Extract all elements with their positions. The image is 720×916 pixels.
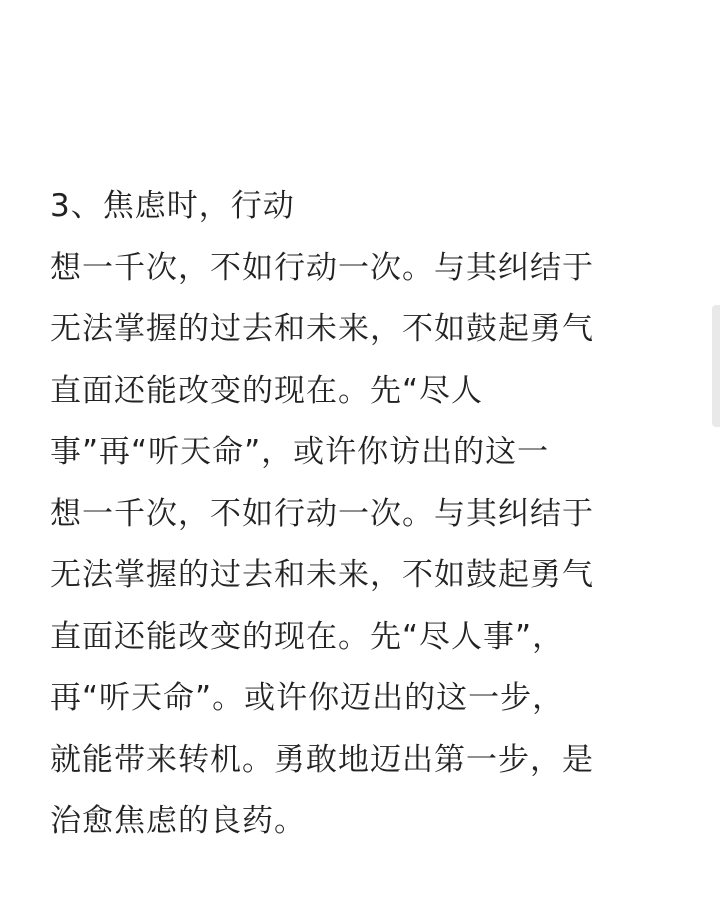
text-line-10: 治愈焦虑的良药。: [50, 803, 306, 839]
text-line-9: 就能带来转机。勇敢地迈出第一步，是: [50, 741, 594, 778]
text-line-3: 直面还能改变的现在。先“尽人: [50, 372, 484, 409]
scroll-indicator[interactable]: [712, 305, 720, 427]
text-line-6: 无法掌握的过去和未来，不如鼓起勇气: [50, 557, 594, 593]
text-line-7: 直面还能改变的现在。先“尽人事”，: [50, 618, 565, 655]
article-body: [50, 176, 690, 853]
text-line-4: 事”再“听天命”，或许你访出的这一: [50, 434, 550, 470]
text-line-2: 无法掌握的过去和未来，不如鼓起勇气: [50, 311, 594, 347]
text-line-8: 再“听天命”。或许你迈出的这一步，: [50, 680, 565, 716]
text-line-5: 想一千次，不如行动一次。与其纠结于: [50, 495, 594, 532]
text-line-1: 想一千次，不如行动一次。与其纠结于: [50, 249, 594, 286]
section-heading: 3、焦虑时，行动: [50, 188, 295, 224]
